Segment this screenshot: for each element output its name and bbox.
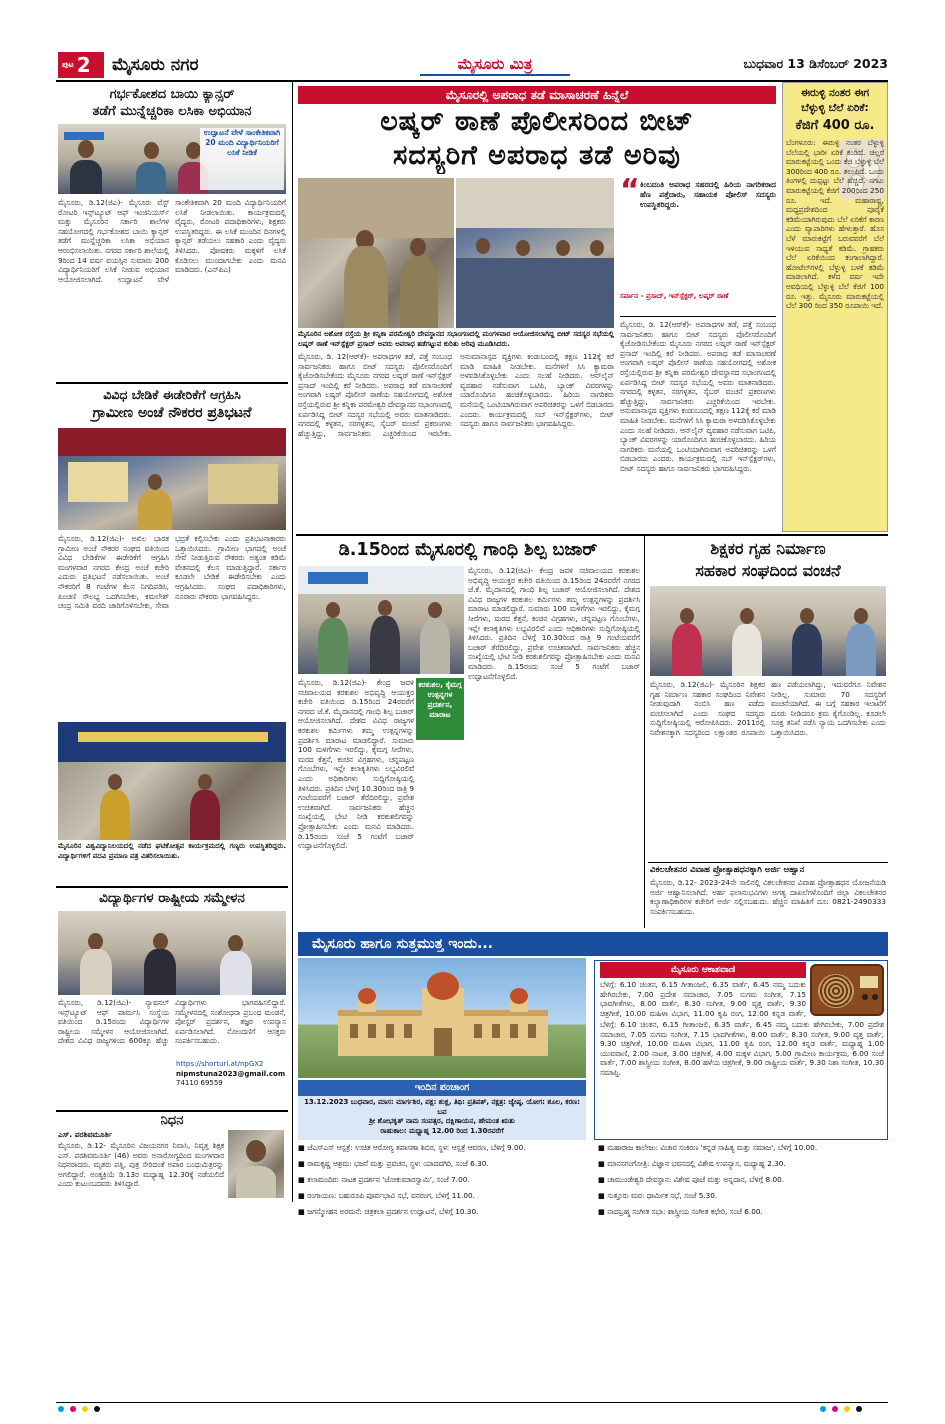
divider: [56, 382, 288, 384]
garlic-headline-3: ಕೆಜಿಗೆ 400 ರೂ.: [795, 118, 875, 133]
divider: [648, 862, 888, 863]
registration-link[interactable]: https://shorturl.at/npGX2: [176, 1060, 264, 1068]
contact-phone: 74110 69559: [176, 1079, 223, 1087]
column-gutter: [292, 82, 293, 1202]
lead-quote-author: ಸರ್ಪಾನ - ಪ್ರಸಾದ್, ಇನ್‌ಸ್ಪೆಕ್ಟರ್, ಲಷ್ಕರ್ ಠಾಣೆ: [620, 292, 729, 300]
lead-quote: ಕಿಂಬದಂತಿ ಅಪರಾಧ ಸಹರದಲ್ಲಿ ಹಿರಿಯ ನಾಗರಿಕರಾದ ಹೆಣ ಪತ್ತೆದಾರು, ಸಹಾಯಕ ಪೋಲಿಸ್ ಸದಸ್ಯರು ಉಪಸ್ಥಿತರಿದ್ದರು.: [640, 180, 776, 209]
obituary-headline: ನಿಧನ: [160, 1113, 184, 1128]
housing-sub-body: ಮೈಸೂರು, ಡಿ.12- 2023-24ನೇ ಸಾಲಿನಲ್ಲಿ ವಿಕಲಚೇತನರ ವಿವಾಹ ಪ್ರೋತ್ಸಾಹಧನ ಯೋಜನೆಯಡಿ ಅರ್ಜಿ ಆಹ್ವಾನಿಸಲಾಗಿದೆ. ಅರ್ಹ ಫಲಾನುಭವಿಗಳು ಅಗತ್ಯ ದಾಖಲೆಗಳೊಂದಿಗೆ ಜಿಲ್ಲಾ ವಿಕಲಚೇತನರ ಕಲ್ಯಾಣಾಧಿಕಾರಿಗಳ ಕಚೇರಿಗೆ ಅರ್ಜಿ ಸಲ್ಲಿಸಬಹುದು. ಹೆಚ್ಚಿನ ಮಾಹಿತಿಗೆ ದೂ: 0821-2490333 ಸಂಪರ್ಕಿಸಬಹುದು.: [650, 878, 886, 916]
page-label: ಪುಟ: [62, 60, 74, 69]
paper-name: ಮೈಸೂರು ಮಿತ್ರ: [420, 52, 570, 76]
students-body: ಮೈಸೂರು, ಡಿ.12(ಜಿಎ)- ನ್ಯಾಷನಲ್ ಇನ್ಸ್‌ಟ್ಯೂಟ್ ಆಫ್ ಪಾರ್ಮಸಿ ಸಂಸ್ಥೆಯ ವತಿಯಿಂದ ಡಿ.15ರಂದು ವಿದ್ಯಾರ್ಥಿಗಳ ರಾಷ್ಟ್ರೀಯ ಸಮ್ಮೇಳನ ಆಯೋಜಿಸಲಾಗಿದೆ. ದೇಶದ ವಿವಿಧ ರಾಜ್ಯಗಳಿಂದ 600ಕ್ಕೂ ಹೆಚ್ಚು ವಿದ್ಯಾರ್ಥಿಗಳು ಭಾಗವಹಿಸಲಿದ್ದಾರೆ. ಸಮ್ಮೇಳನದಲ್ಲಿ ಸಂಶೋಧನಾ ಪ್ರಬಂಧ ಮಂಡನೆ, ಪೋಸ್ಟರ್ ಪ್ರದರ್ಶನ, ತಜ್ಞರ ಉಪನ್ಯಾಸ ಏರ್ಪಡಿಸಲಾಗಿದೆ. ನೋಂದಣಿಗೆ ಆಸಕ್ತರು ಸಂಪರ್ಕಿಸಬಹುದು.: [58, 998, 286, 1046]
event-item: ■ ಜಗನ್ಮೋಹನ ಅರಮನೆ: ಚಿತ್ರಕಲಾ ಪ್ರದರ್ಶನ ಉದ್ಘಾಟನೆ, ಬೆಳಿಗ್ಗೆ 10.30.: [298, 1207, 479, 1216]
gandhi-green-box: ಕರಕುಶಲ, ಕೈಮಗ್ಗ ಉತ್ಪನ್ನಗಳ ಪ್ರದರ್ಶನ, ಮಾರಾಟ: [416, 678, 464, 740]
gandhi-body-left: ಮೈಸೂರು, ಡಿ.12(ಜಿಎ)- ಕೇಂದ್ರ ಜವಳಿ ಸಚಿವಾಲಯದ ಕರಕುಶಲ ಅಭಿವೃದ್ಧಿ ಆಯುಕ್ತರ ಕಚೇರಿ ವತಿಯಿಂದ ಡಿ.15ರಿಂದ 24ರವರೆಗೆ ನಗರದ ಜೆ.ಕೆ. ಮೈದಾನದಲ್ಲಿ ಗಾಂಧಿ ಶಿಲ್ಪ ಬಜಾರ್ ಆಯೋಜಿಸಲಾಗಿದೆ. ದೇಶದ ವಿವಿಧ ರಾಜ್ಯಗಳ ಕರಕುಶಲ ಕರ್ಮಿಗಳು ತಮ್ಮ ಉತ್ಪನ್ನಗಳನ್ನು ಪ್ರದರ್ಶಿಸಿ ಮಾರಾಟ ಮಾಡಲಿದ್ದಾರೆ. ಸುಮಾರು 100 ಮಳಿಗೆಗಳು ಇರಲಿದ್ದು, ಕೈಮಗ್ಗ ಸೀರೆಗಳು, ಮರದ ಕೆತ್ತನೆ, ಕಂಚಿನ ವಿಗ್ರಹಗಳು, ಚನ್ನಪಟ್ಟಣ ಗೊಂಬೆಗಳು, ಇನ್ಲೇ ಕಲಾಕೃತಿಗಳು ಲಭ್ಯವಿರಲಿವೆ ಎಂದು ಅಧಿಕಾರಿಗಳು ಸುದ್ದಿಗೋಷ್ಠಿಯಲ್ಲಿ ತಿಳಿಸಿದರು. ಪ್ರತಿದಿನ ಬೆಳಿಗ್ಗೆ 10.30ರಿಂದ ರಾತ್ರಿ 9 ಗಂಟೆಯವರೆಗೆ ಬಜಾರ್ ತೆರೆದಿರಲಿದ್ದು, ಪ್ರವೇಶ ಉಚಿತವಾಗಿದೆ. ಸಾರ್ವಜನಿಕರು ಹೆಚ್ಚಿನ ಸಂಖ್ಯೆಯಲ್ಲಿ ಭೇಟಿ ನೀಡಿ ಕರಕುಶಲಿಗರನ್ನು ಪ್ರೋತ್ಸಾಹಿಸಬೇಕು ಎಂದು ಮನವಿ ಮಾಡಿದರು. ಡಿ.15ರಂದು ಸಂಜೆ 5 ಗಂಟೆಗೆ ಬಜಾರ್ ಉದ್ಘಾಟನೆಗೊಳ್ಳಲಿದೆ.: [298, 678, 414, 851]
obituary-name: ಎಸ್. ಪರಶಿವಮೂರ್ತಿ: [58, 1130, 113, 1139]
lead-body-right: ಮೈಸೂರು, ಡಿ. 12(ಆರ್‌ಕೆ)- ಅಪರಾಧಗಳ ತಡೆ, ಪತ್ತೆ ಸಂಬಂಧ ಸಾರ್ವಜನಿಕರು ಹಾಗೂ ಬೀಟ್ ಸದಸ್ಯರು ಪೊಲೀಸರೊಂದಿಗೆ ಕೈಜೋಡಿಸಬೇಕೆಂದು ಮೈಸೂರು ನಗರದ ಲಷ್ಕರ್ ಠಾಣೆ ಇನ್‌ಸ್ಪೆಕ್ಟರ್ ಪ್ರಸಾದ್ ಇಂದಿಲ್ಲಿ ಕರೆ ನೀಡಿದರು. ಅಪರಾಧ ತಡೆ ಮಾಸಾಚರಣೆ ಅಂಗವಾಗಿ ಲಷ್ಕರ್ ಪೊಲೀಸ್ ಠಾಣೆಯ ಸಹಯೋಗದಲ್ಲಿ ಅಶೋಕ ರಸ್ತೆಯಲ್ಲಿರುವ ಶ್ರೀ ಕನ್ನಿಕಾ ಪರಮೇಶ್ವರಿ ದೇವಸ್ಥಾನದ ಸಭಾಂಗಣದಲ್ಲಿ ಏರ್ಪಡಿಸಿದ್ದ ಬೀಟ್ ಸದಸ್ಯರ ಸಭೆಯಲ್ಲಿ ಅವರು ಮಾತನಾಡಿದರು. ನಗರದಲ್ಲಿ ಕಳ್ಳತನ, ಸರಗಳ್ಳತನ, ಸೈಬರ್ ವಂಚನೆ ಪ್ರಕರಣಗಳು ಹೆಚ್ಚುತ್ತಿದ್ದು, ಸಾರ್ವಜನಿಕರು ಎಚ್ಚರಿಕೆಯಿಂದ ಇರಬೇಕು. ಅನುಮಾನಾಸ್ಪದ ವ್ಯಕ್ತಿಗಳು ಕಂಡುಬಂದಲ್ಲಿ ತಕ್ಷಣ 112ಕ್ಕೆ ಕರೆ ಮಾಡಿ ಮಾಹಿತಿ ನೀಡಬೇಕು. ಮನೆಗಳಿಗೆ ಸಿಸಿ ಕ್ಯಾಮರಾ ಅಳವಡಿಸಿಕೊಳ್ಳಬೇಕು ಎಂದು ಸಲಹೆ ನೀಡಿದರು. ಆನ್‌ಲೈನ್ ವ್ಯವಹಾರ ನಡೆಸುವಾಗ ಒಟಿಪಿ, ಬ್ಯಾಂಕ್ ವಿವರಗಳನ್ನು ಯಾರೊಂದಿಗೂ ಹಂಚಿಕೊಳ್ಳಬಾರದು. ಹಿರಿಯ ನಾಗರಿಕರು ಮನೆಯಲ್ಲಿ ಒಂಟಿಯಾಗಿರುವಾಗ ಅಪರಿಚಿತರನ್ನು ಒಳಗೆ ಬಿಡಬಾರದು ಎಂದರು. ಕಾರ್ಯಕ್ರಮದಲ್ಲಿ ಸಬ್ ಇನ್‌ಸ್ಪೆಕ್ಟರ್‌ಗಳು, ಬೀಟ್ ಸದಸ್ಯರು ಹಾಗೂ ಸಾರ್ವಜನಿಕರು ಭಾಗವಹಿಸಿದ್ದರು.: [620, 320, 776, 473]
housing-headline-1: ಶಿಕ್ಷಕರ ಗೃಹ ನಿರ್ಮಾಣ: [710, 539, 826, 558]
palace-photo: [298, 958, 586, 1078]
registration-marks-right: [820, 1406, 880, 1414]
radio-schedule: ಬೆಳಿಗ್ಗೆ: 6.10 ಚಿಂತನ, 6.15 ಗೀತಾಂಜಲಿ, 6.35 ವಾರ್ತೆ, 6.45 ನಮ್ಮ ಬದುಕು ಹೇಗಿರಬೇಕು, 7.00 ಪ್ರದೇಶ ಸಮಾಚಾರ, 7.05 ಸುಗಮ ಸಂಗೀತ, 7.15 ಭಾವಗೀತೆಗಳು, 8.00 ವಾರ್ತೆ, 8.30 ಸಂಗೀತ, 9.00 ವೃತ್ತ ವಾರ್ತೆ, 9.30 ಚಿತ್ರಗೀತೆ, 10.00 ಮಹಿಳಾ ವಿಭಾಗ, 11.00 ಕೃಷಿ ರಂಗ, 12.00 ಕನ್ನಡ ವಾರ್ತೆ,: [600, 980, 806, 1018]
divider: [620, 316, 776, 317]
garlic-body: ಬೆಂಗಳೂರು: ಈರುಳ್ಳಿ ನಂತರ ಬೆಳ್ಳುಳ್ಳಿ ಬೆಲೆಯಲ್ಲಿ ಭಾರೀ ಏರಿಕೆ ಕಂಡಿದೆ. ಚಿಲ್ಲರೆ ಮಾರುಕಟ್ಟೆಯಲ್ಲಿ ಒಂದು ಕೆಜಿ ಬೆಳ್ಳುಳ್ಳಿ ಬೆಲೆ 300ರಿಂದ 400 ರೂ. ತಲುಪಿದೆ. ಒಂದು ತಿಂಗಳಲ್ಲಿ ದುಪ್ಪಟ್ಟು ಬೆಲೆ ಹೆಚ್ಚಿದೆ. ಸಗಟು ಮಾರುಕಟ್ಟೆಯಲ್ಲಿ ಕೆಜಿಗೆ 200ರಿಂದ 250 ರೂ. ಇದೆ. ಮಹಾರಾಷ್ಟ್ರ, ಮಧ್ಯಪ್ರದೇಶದಿಂದ ಪೂರೈಕೆ ಕಡಿಮೆಯಾಗಿರುವುದು ಬೆಲೆ ಏರಿಕೆಗೆ ಕಾರಣ ಎಂದು ವ್ಯಾಪಾರಿಗಳು ಹೇಳುತ್ತಾರೆ. ಹೊಸ ಬೆಳೆ ಮಾರುಕಟ್ಟೆಗೆ ಬರುವವರೆಗೆ ಬೆಲೆ ಇಳಿಯುವ ಸಾಧ್ಯತೆ ಕಡಿಮೆ. ಗ್ರಾಹಕರು ಬೆಲೆ ಏರಿಕೆಯಿಂದ ಕಂಗಾಲಾಗಿದ್ದಾರೆ. ಹೋಟೆಲ್‌ಗಳಲ್ಲಿ ಬೆಳ್ಳುಳ್ಳಿ ಬಳಕೆ ಕಡಿಮೆ ಮಾಡಲಾಗಿದೆ. ಕಳೆದ ವರ್ಷ ಇದೇ ಅವಧಿಯಲ್ಲಿ ಬೆಳ್ಳುಳ್ಳಿ ಬೆಲೆ ಕೆಜಿಗೆ 100 ರೂ. ಇತ್ತು. ಮೈಸೂರು ಮಾರುಕಟ್ಟೆಯಲ್ಲಿ ಬೆಲೆ 300 ರಿಂದ 350 ರೂಪಾಯಿ ಇದೆ.: [786, 138, 884, 311]
panchanga-line-2: ಶ್ರೀ ಶೋಭಕೃತ್ ನಾಮ ಸಂವತ್ಸರ, ದಕ್ಷಿಣಾಯನ, ಹೇಮಂತ ಋತು: [369, 1117, 515, 1125]
event-item: ■ ಮಾನಸಗಂಗೋತ್ರಿ: ವಿಜ್ಞಾನ ಭವನದಲ್ಲಿ ವಿಶೇಷ ಉಪನ್ಯಾಸ, ಮಧ್ಯಾಹ್ನ 2.30.: [598, 1159, 786, 1168]
footer-rule: [56, 1402, 888, 1403]
cancer-photo-note: ಉದ್ಘಾಟನೆ ವೇಳೆ ಸಾಂಕೇತಿಕವಾಗಿ 20 ಮಂದಿ ವಿದ್ಯಾರ್ಥಿನಿಯರಿಗೆ ಲಸಿಕೆ ನೀಡಿಕೆ: [200, 128, 284, 190]
panchanga-title: ಇಂದಿನ ಪಂಚಾಂಗ: [298, 1080, 586, 1096]
registration-marks-left: [58, 1406, 118, 1414]
radio-icon: [810, 964, 884, 1016]
protest-photo: [58, 428, 286, 530]
page-number-badge: [58, 52, 104, 78]
section-title: ಮೈಸೂರು ನಗರ: [112, 55, 199, 75]
event-item: ■ ನಾದಬ್ರಹ್ಮ ಸಂಗೀತ ಸಭಾ: ಶಾಸ್ತ್ರೀಯ ಸಂಗೀತ ಕಛೇರಿ, ಸಂಜೆ 6.00.: [598, 1207, 763, 1216]
obituary-photo: [228, 1130, 284, 1198]
students-contact: [176, 1060, 286, 1108]
gandhi-photo: [298, 566, 464, 674]
housing-photo: [650, 586, 886, 676]
lead-kicker: ಮೈಸೂರಲ್ಲಿ ಅಪರಾಧ ತಡೆ ಮಾಸಾಚರಣೆ ಹಿನ್ನೆಲೆ: [298, 86, 776, 104]
convocation-caption: ಮೈಸೂರಿನ ವಿಶ್ವವಿದ್ಯಾನಿಲಯದಲ್ಲಿ ನಡೆದ ಘಟಿಕೋತ್ಸವ ಕಾರ್ಯಕ್ರಮದಲ್ಲಿ ಗಣ್ಯರು ಉಪಸ್ಥಿತರಿದ್ದರು. ವಿದ್ಯಾರ್ಥಿಗಳಿಗೆ ಪದವಿ ಪ್ರಮಾಣ ಪತ್ರ ವಿತರಿಸಲಾಯಿತು.: [58, 842, 286, 860]
protest-body: ಮೈಸೂರು, ಡಿ.12(ಜಿಎ)- ಅಖಿಲ ಭಾರತ ಗ್ರಾಮೀಣ ಅಂಚೆ ನೌಕರರ ಸಂಘದ ವತಿಯಿಂದ ವಿವಿಧ ಬೇಡಿಕೆಗಳ ಈಡೇರಿಕೆಗೆ ಆಗ್ರಹಿಸಿ ಮಂಗಳವಾರ ನಗರದ ಕೇಂದ್ರ ಅಂಚೆ ಕಚೇರಿ ಎದುರು ಪ್ರತಿಭಟನೆ ನಡೆಸಲಾಯಿತು. ಅಂಚೆ ನೌಕರರಿಗೆ 8 ಗಂಟೆಗಳ ಕೆಲಸ ನಿಗದಿಪಡಿಸಿ, ಪಿಂಚಣಿ ಸೌಲಭ್ಯ ಒದಗಿಸಬೇಕು, ಕಮಲೇಶ್ ಚಂದ್ರ ಸಮಿತಿ ವರದಿ ಜಾರಿಗೊಳಿಸಬೇಕು, ಸೇವಾ ಭದ್ರತೆ ಕಲ್ಪಿಸಬೇಕು ಎಂದು ಪ್ರತಿಭಟನಾಕಾರರು ಒತ್ತಾಯಿಸಿದರು. ಗ್ರಾಮೀಣ ಭಾಗದಲ್ಲಿ ಅಂಚೆ ಸೇವೆ ನೀಡುತ್ತಿರುವ ನೌಕರರು ಅತ್ಯಂತ ಕಡಿಮೆ ವೇತನದಲ್ಲಿ ಕೆಲಸ ಮಾಡುತ್ತಿದ್ದಾರೆ. ಸರ್ಕಾರ ಕೂಡಲೇ ಬೇಡಿಕೆ ಈಡೇರಿಸಬೇಕು ಎಂದು ಆಗ್ರಹಿಸಿದರು. ಸಂಘದ ಪದಾಧಿಕಾರಿಗಳು, ನೂರಾರು ನೌಕರರು ಭಾಗವಹಿಸಿದ್ದರು.: [58, 534, 286, 611]
divider: [56, 886, 288, 888]
panchanga-box: [298, 1096, 586, 1140]
quote-mark-icon: “: [620, 173, 640, 208]
lead-body: ಮೈಸೂರು, ಡಿ. 12(ಆರ್‌ಕೆ)- ಅಪರಾಧಗಳ ತಡೆ, ಪತ್ತೆ ಸಂಬಂಧ ಸಾರ್ವಜನಿಕರು ಹಾಗೂ ಬೀಟ್ ಸದಸ್ಯರು ಪೊಲೀಸರೊಂದಿಗೆ ಕೈಜೋಡಿಸಬೇಕೆಂದು ಮೈಸೂರು ನಗರದ ಲಷ್ಕರ್ ಠಾಣೆ ಇನ್‌ಸ್ಪೆಕ್ಟರ್ ಪ್ರಸಾದ್ ಇಂದಿಲ್ಲಿ ಕರೆ ನೀಡಿದರು. ಅಪರಾಧ ತಡೆ ಮಾಸಾಚರಣೆ ಅಂಗವಾಗಿ ಲಷ್ಕರ್ ಪೊಲೀಸ್ ಠಾಣೆಯ ಸಹಯೋಗದಲ್ಲಿ ಅಶೋಕ ರಸ್ತೆಯಲ್ಲಿರುವ ಶ್ರೀ ಕನ್ನಿಕಾ ಪರಮೇಶ್ವರಿ ದೇವಸ್ಥಾನದ ಸಭಾಂಗಣದಲ್ಲಿ ಏರ್ಪಡಿಸಿದ್ದ ಬೀಟ್ ಸದಸ್ಯರ ಸಭೆಯಲ್ಲಿ ಅವರು ಮಾತನಾಡಿದರು. ನಗರದಲ್ಲಿ ಕಳ್ಳತನ, ಸರಗಳ್ಳತನ, ಸೈಬರ್ ವಂಚನೆ ಪ್ರಕರಣಗಳು ಹೆಚ್ಚುತ್ತಿದ್ದು, ಸಾರ್ವಜನಿಕರು ಎಚ್ಚರಿಕೆಯಿಂದ ಇರಬೇಕು. ಅನುಮಾನಾಸ್ಪದ ವ್ಯಕ್ತಿಗಳು ಕಂಡುಬಂದಲ್ಲಿ ತಕ್ಷಣ 112ಕ್ಕೆ ಕರೆ ಮಾಡಿ ಮಾಹಿತಿ ನೀಡಬೇಕು. ಮನೆಗಳಿಗೆ ಸಿಸಿ ಕ್ಯಾಮರಾ ಅಳವಡಿಸಿಕೊಳ್ಳಬೇಕು ಎಂದು ಸಲಹೆ ನೀಡಿದರು. ಆನ್‌ಲೈನ್ ವ್ಯವಹಾರ ನಡೆಸುವಾಗ ಒಟಿಪಿ, ಬ್ಯಾಂಕ್ ವಿವರಗಳನ್ನು ಯಾರೊಂದಿಗೂ ಹಂಚಿಕೊಳ್ಳಬಾರದು. ಹಿರಿಯ ನಾಗರಿಕರು ಮನೆಯಲ್ಲಿ ಒಂಟಿಯಾಗಿರುವಾಗ ಅಪರಿಚಿತರನ್ನು ಒಳಗೆ ಬಿಡಬಾರದು ಎಂದರು. ಕಾರ್ಯಕ್ರಮದಲ್ಲಿ ಸಬ್ ಇನ್‌ಸ್ಪೆಕ್ಟರ್‌ಗಳು, ಬೀಟ್ ಸದಸ್ಯರು ಹಾಗೂ ಸಾರ್ವಜನಿಕರು ಭಾಗವಹಿಸಿದ್ದರು.: [298, 352, 614, 438]
column-gutter: [644, 536, 645, 928]
contact-email[interactable]: nipmstuna2023@gmail.com: [176, 1069, 286, 1078]
protest-headline-2: ಗ್ರಾಮೀಣ ಅಂಚೆ ನೌಕರರ ಪ್ರತಿಭಟನೆ: [92, 405, 252, 421]
event-item: ■ ಕಲಾಮಂದಿರ: ನಾಟಕ ಪ್ರದರ್ಶನ 'ಜೋಕುಮಾರಸ್ವಾಮಿ', ಸಂಜೆ 7.00.: [298, 1175, 470, 1184]
radio-title: ಮೈಸೂರು ಆಕಾಶವಾಣಿ: [600, 962, 806, 978]
students-headline: ವಿದ್ಯಾರ್ಥಿಗಳ ರಾಷ್ಟ್ರೀಯ ಸಮ್ಮೇಳನ: [99, 890, 245, 906]
today-banner: ಮೈಸೂರು ಹಾಗೂ ಸುತ್ತಮುತ್ತ ಇಂದು...: [298, 932, 888, 956]
event-item: ■ ರಂಗಾಯಣ: ಬಹುರೂಪಿ ಪೂರ್ವಭಾವಿ ಸಭೆ, ವನರಂಗ, ಬೆಳಿಗ್ಗೆ 11.00.: [298, 1191, 475, 1200]
protest-headline-1: ವಿವಿಧ ಬೇಡಿಕೆ ಈಡೇರಿಕೆಗೆ ಆಗ್ರಹಿಸಿ: [103, 387, 241, 402]
housing-body: ಮೈಸೂರು, ಡಿ.12(ಜಿಎ)- ಮೈಸೂರಿನ ಶಿಕ್ಷಕರ ಗೃಹ ನಿರ್ಮಾಣ ಸಹಕಾರ ಸಂಘದಿಂದ ನಿವೇಶನ ನೀಡುವುದಾಗಿ ನಂಬಿಸಿ ಹಣ ಪಡೆದು ವಂಚಿಸಲಾಗಿದೆ ಎಂದು ಸಂಘದ ಸದಸ್ಯರು ಸುದ್ದಿಗೋಷ್ಠಿಯಲ್ಲಿ ಆರೋಪಿಸಿದರು. 2011ರಲ್ಲಿ ನಿವೇಶನಕ್ಕಾಗಿ ಸದಸ್ಯರಿಂದ ಲಕ್ಷಾಂತರ ರೂಪಾಯಿ ಹಣ ಪಡೆಯಲಾಗಿದ್ದು, ಇದುವರೆಗೂ ನಿವೇಶನ ನೀಡಿಲ್ಲ. ಸುಮಾರು 70 ಸದಸ್ಯರಿಗೆ ವಂಚನೆಯಾಗಿದೆ. ಈ ಬಗ್ಗೆ ಸಹಕಾರ ಇಲಾಖೆಗೆ ದೂರು ನೀಡಿದರೂ ಕ್ರಮ ಕೈಗೊಂಡಿಲ್ಲ. ಕೂಡಲೇ ಸೂಕ್ತ ತನಿಖೆ ನಡೆಸಿ ನ್ಯಾಯ ಒದಗಿಸಬೇಕು ಎಂದು ಒತ್ತಾಯಿಸಿದರು.: [650, 680, 886, 737]
lead-headline-1: ಲಷ್ಕರ್ ಠಾಣೆ ಪೊಲೀಸರಿಂದ ಬೀಟ್: [380, 106, 694, 137]
events-list: [298, 1142, 888, 1400]
event-item: ■ ರಾಮಕೃಷ್ಣ ಆಶ್ರಮ: ಭಜನೆ ಮತ್ತು ಪ್ರವಚನ, ಸ್ಥಳ: ಯಾದವಗಿರಿ, ಸಂಜೆ 6.30.: [298, 1159, 489, 1168]
event-item: ■ ಜೆಎಸ್‌ಎಸ್ ಆಸ್ಪತ್ರೆ: ಉಚಿತ ಆರೋಗ್ಯ ತಪಾಸಣಾ ಶಿಬಿರ, ಸ್ಥಳ: ಆಸ್ಪತ್ರೆ ಆವರಣ, ಬೆಳಿಗ್ಗೆ 9.00.: [298, 1143, 526, 1152]
event-item: ■ ಮಹಾರಾಜ ಕಾಲೇಜು: ವಿಚಾರ ಸಂಕಿರಣ 'ಕನ್ನಡ ಸಾಹಿತ್ಯ ಮತ್ತು ಸಮಾಜ', ಬೆಳಿಗ್ಗೆ 10.00.: [598, 1143, 818, 1152]
students-photo: [58, 911, 286, 995]
garlic-headline-1: ಈರುಳ್ಳಿ ನಂತರ ಈಗ: [800, 87, 870, 99]
convocation-photo: [58, 722, 286, 840]
event-item: ■ ಸುತ್ತೂರು ಮಠ: ಧಾರ್ಮಿಕ ಸಭೆ, ಸಂಜೆ 5.30.: [598, 1191, 718, 1200]
cancer-headline-2: ತಡೆಗೆ ಮುನ್ನೆಚ್ಚರಿಕಾ ಲಸಿಕಾ ಅಭಿಯಾನ: [92, 104, 252, 119]
event-item: ■ ಚಾಮುಂಡೇಶ್ವರಿ ದೇವಸ್ಥಾನ: ವಿಶೇಷ ಪೂಜೆ ಮತ್ತು ಅನ್ನದಾನ, ಬೆಳಿಗ್ಗೆ 8.00.: [598, 1175, 785, 1184]
panchanga-line-1: 13.12.2023 ಬುಧವಾರ, ಮಾಸ: ಮಾರ್ಗಶಿರ, ಪಕ್ಷ: ಶುಕ್ಲ, ತಿಥಿ: ಪ್ರತಿಪತ್, ನಕ್ಷತ್ರ: ಜ್ಯೇಷ್ಠ, ಯೋಗ: ಶೂಲ, ಕರಣ: ಬವ: [304, 1098, 580, 1116]
lead-caption: ಮೈಸೂರಿನ ಅಶೋಕ ರಸ್ತೆಯ ಶ್ರೀ ಕನ್ನಿಕಾ ಪರಮೇಶ್ವರಿ ದೇವಸ್ಥಾನದ ಸಭಾಂಗಣದಲ್ಲಿ ಮಂಗಳವಾರ ಆಯೋಜಿಸಲಾಗಿದ್ದ ಬೀಟ್ ಸದಸ್ಯರ ಸಭೆಯಲ್ಲಿ ಲಷ್ಕರ್ ಠಾಣೆ ಇನ್‌ಸ್ಪೆಕ್ಟರ್ ಪ್ರಸಾದ್ ಅವರು ಅಪರಾಧ ತಡೆಗಟ್ಟುವ ಕುರಿತು ಅರಿವು ಮೂಡಿಸಿದರು.: [298, 330, 614, 348]
lead-photo-audience: [456, 178, 614, 328]
obituary-body: ಮೈಸೂರು, ಡಿ.12- ಮೈಸೂರಿನ ವಿಜಯನಗರ ನಿವಾಸಿ, ನಿವೃತ್ತ ಶಿಕ್ಷಕ ಎಸ್. ಪರಶಿವಮೂರ್ತಿ (46) ಅವರು ಅನಾರೋಗ್ಯದಿಂದ ಮಂಗಳವಾರ ನಿಧನರಾದರು. ಮೃತರು ಪತ್ನಿ, ಪುತ್ರ ಸೇರಿದಂತೆ ಅಪಾರ ಬಂಧುಮಿತ್ರರನ್ನು ಅಗಲಿದ್ದಾರೆ. ಅಂತ್ಯಕ್ರಿಯೆ ಡಿ.13ರ ಮಧ್ಯಾಹ್ನ 12.30ಕ್ಕೆ ನಡೆಯಲಿದೆ ಎಂದು ಕುಟುಂಬದವರು ತಿಳಿಸಿದ್ದಾರೆ.: [58, 1141, 224, 1189]
palace-illustration: [298, 958, 586, 1078]
garlic-headline-2: ಬೆಳ್ಳುಳ್ಳಿ ಬೆಲೆ ಏರಿಕೆ:: [801, 102, 869, 114]
lead-headline-2: ಸದಸ್ಯರಿಗೆ ಅಪರಾಧ ತಡೆ ಅರಿವು: [393, 140, 681, 171]
housing-subhead: ವಿಕಲಚೇತನರ ವಿವಾಹ ಪ್ರೋತ್ಸಾಹಧನಕ್ಕಾಗಿ ಅರ್ಜಿ ಆಹ್ವಾನ: [650, 865, 805, 875]
cancer-headline-1: ಗರ್ಭಕೋಶದ ಬಾಯಿ ಕ್ಯಾನ್ಸರ್: [109, 87, 235, 102]
gandhi-body: ಮೈಸೂರು, ಡಿ.12(ಜಿಎ)- ಕೇಂದ್ರ ಜವಳಿ ಸಚಿವಾಲಯದ ಕರಕುಶಲ ಅಭಿವೃದ್ಧಿ ಆಯುಕ್ತರ ಕಚೇರಿ ವತಿಯಿಂದ ಡಿ.15ರಿಂದ 24ರವರೆಗೆ ನಗರದ ಜೆ.ಕೆ. ಮೈದಾನದಲ್ಲಿ ಗಾಂಧಿ ಶಿಲ್ಪ ಬಜಾರ್ ಆಯೋಜಿಸಲಾಗಿದೆ. ದೇಶದ ವಿವಿಧ ರಾಜ್ಯಗಳ ಕರಕುಶಲ ಕರ್ಮಿಗಳು ತಮ್ಮ ಉತ್ಪನ್ನಗಳನ್ನು ಪ್ರದರ್ಶಿಸಿ ಮಾರಾಟ ಮಾಡಲಿದ್ದಾರೆ. ಸುಮಾರು 100 ಮಳಿಗೆಗಳು ಇರಲಿದ್ದು, ಕೈಮಗ್ಗ ಸೀರೆಗಳು, ಮರದ ಕೆತ್ತನೆ, ಕಂಚಿನ ವಿಗ್ರಹಗಳು, ಚನ್ನಪಟ್ಟಣ ಗೊಂಬೆಗಳು, ಇನ್ಲೇ ಕಲಾಕೃತಿಗಳು ಲಭ್ಯವಿರಲಿವೆ ಎಂದು ಅಧಿಕಾರಿಗಳು ಸುದ್ದಿಗೋಷ್ಠಿಯಲ್ಲಿ ತಿಳಿಸಿದರು. ಪ್ರತಿದಿನ ಬೆಳಿಗ್ಗೆ 10.30ರಿಂದ ರಾತ್ರಿ 9 ಗಂಟೆಯವರೆಗೆ ಬಜಾರ್ ತೆರೆದಿರಲಿದ್ದು, ಪ್ರವೇಶ ಉಚಿತವಾಗಿದೆ. ಸಾರ್ವಜನಿಕರು ಹೆಚ್ಚಿನ ಸಂಖ್ಯೆಯಲ್ಲಿ ಭೇಟಿ ನೀಡಿ ಕರಕುಶಲಿಗರನ್ನು ಪ್ರೋತ್ಸಾಹಿಸಬೇಕು ಎಂದು ಮನವಿ ಮಾಡಿದರು. ಡಿ.15ರಂದು ಸಂಜೆ 5 ಗಂಟೆಗೆ ಬಜಾರ್ ಉದ್ಘಾಟನೆಗೊಳ್ಳಲಿದೆ.: [468, 566, 640, 681]
panchanga-line-3: ರಾಹುಕಾಲ: ಮಧ್ಯಾಹ್ನ 12.00 ರಿಂದ 1.30ರವರೆಗೆ: [380, 1126, 504, 1135]
gandhi-headline: ಡಿ.15ರಿಂದ ಮೈಸೂರಲ್ಲಿ ಗಾಂಧಿ ಶಿಲ್ಪ ಬಜಾರ್: [338, 540, 598, 560]
issue-date: ಬುಧವಾರ 13 ಡಿಸೆಂಬರ್ 2023: [743, 56, 888, 71]
radio-schedule-cont: ಬೆಳಿಗ್ಗೆ: 6.10 ಚಿಂತನ, 6.15 ಗೀತಾಂಜಲಿ, 6.35 ವಾರ್ತೆ, 6.45 ನಮ್ಮ ಬದುಕು ಹೇಗಿರಬೇಕು, 7.00 ಪ್ರದೇಶ ಸಮಾಚಾರ, 7.05 ಸುಗಮ ಸಂಗೀತ, 7.15 ಭಾವಗೀತೆಗಳು, 8.00 ವಾರ್ತೆ, 8.30 ಸಂಗೀತ, 9.00 ವೃತ್ತ ವಾರ್ತೆ, 9.30 ಚಿತ್ರಗೀತೆ, 10.00 ಮಹಿಳಾ ವಿಭಾಗ, 11.00 ಕೃಷಿ ರಂಗ, 12.00 ಕನ್ನಡ ವಾರ್ತೆ, ಮಧ್ಯಾಹ್ನ 1.00 ಯುವವಾಣಿ, 2.00 ನಾಟಕ, 3.00 ಚಿತ್ರಗೀತೆ, 4.00 ಮಕ್ಕಳ ವಿಭಾಗ, 5.00 ಗ್ರಾಮೀಣ ಕಾರ್ಯಕ್ರಮ, 6.00 ಸಂಜೆ ವಾರ್ತೆ, 7.00 ಶಾಸ್ತ್ರೀಯ ಸಂಗೀತ, 8.00 ಹಳೆಯ ಚಿತ್ರಗೀತೆ, 9.00 ರಾಷ್ಟ್ರೀಯ ವಾರ್ತೆ, 9.30 ನಿಶಾ ಸಂಗೀತ, 10.30 ಸಮಾಪ್ತಿ.: [600, 1020, 884, 1077]
masthead-rule: [56, 80, 888, 82]
housing-headline-2: ಸಹಕಾರ ಸಂಘದಿಂದ ವಂಚನೆ: [695, 561, 841, 580]
divider: [296, 534, 888, 536]
page-number: 2: [76, 53, 91, 77]
lead-photo: [298, 178, 454, 328]
cancer-body: ಮೈಸೂರು, ಡಿ.12(ಜಿಎ)- ಮೈಸೂರು ವೆಸ್ಟ್ ರೋಟರಿ ಇನ್ಸ್‌ಟ್ಯೂಟ್ ಆಫ್ ಇಂಜಿನಿಯರ್ಸ್‌ ಮತ್ತು ಮೈಸೂರಿನ ಸರ್ಕಾರಿ ಶಾಲೆಗಳ ಸಹಯೋಗದಲ್ಲಿ ಗರ್ಭಕೋಶದ ಬಾಯಿ ಕ್ಯಾನ್ಸರ್ ತಡೆಗೆ ಮುನ್ನೆಚ್ಚರಿಕಾ ಲಸಿಕಾ ಅಭಿಯಾನ ಆರಂಭಿಸಲಾಯಿತು. ನಗರದ ಸರ್ಕಾರಿ ಶಾಲೆಯಲ್ಲಿ 9ರಿಂದ 14 ವರ್ಷ ವಯಸ್ಸಿನ ಸುಮಾರು 200 ವಿದ್ಯಾರ್ಥಿನಿಯರಿಗೆ ಲಸಿಕೆ ನೀಡುವ ಅಭಿಯಾನ ಆಯೋಜಿಸಲಾಗಿದೆ. ಉದ್ಘಾಟನೆ ವೇಳೆ ಸಾಂಕೇತಿಕವಾಗಿ 20 ಮಂದಿ ವಿದ್ಯಾರ್ಥಿನಿಯರಿಗೆ ಲಸಿಕೆ ನೀಡಲಾಯಿತು. ಕಾರ್ಯಕ್ರಮದಲ್ಲಿ ವೈದ್ಯರು, ರೋಟರಿ ಪದಾಧಿಕಾರಿಗಳು, ಶಿಕ್ಷಕರು ಉಪಸ್ಥಿತರಿದ್ದರು. ಈ ಲಸಿಕೆ ಮುಂದಿನ ದಿನಗಳಲ್ಲಿ ಕ್ಯಾನ್ಸರ್ ತಡೆಯಲು ಸಹಕಾರಿ ಎಂದು ವೈದ್ಯರು ತಿಳಿಸಿದರು. ಪೋಷಕರು ಮಕ್ಕಳಿಗೆ ಲಸಿಕೆ ಕೊಡಿಸಲು ಮುಂದಾಗಬೇಕು ಎಂದು ಮನವಿ ಮಾಡಿದರು. (ಎನ್‌ಪಿಎ): [58, 198, 286, 284]
